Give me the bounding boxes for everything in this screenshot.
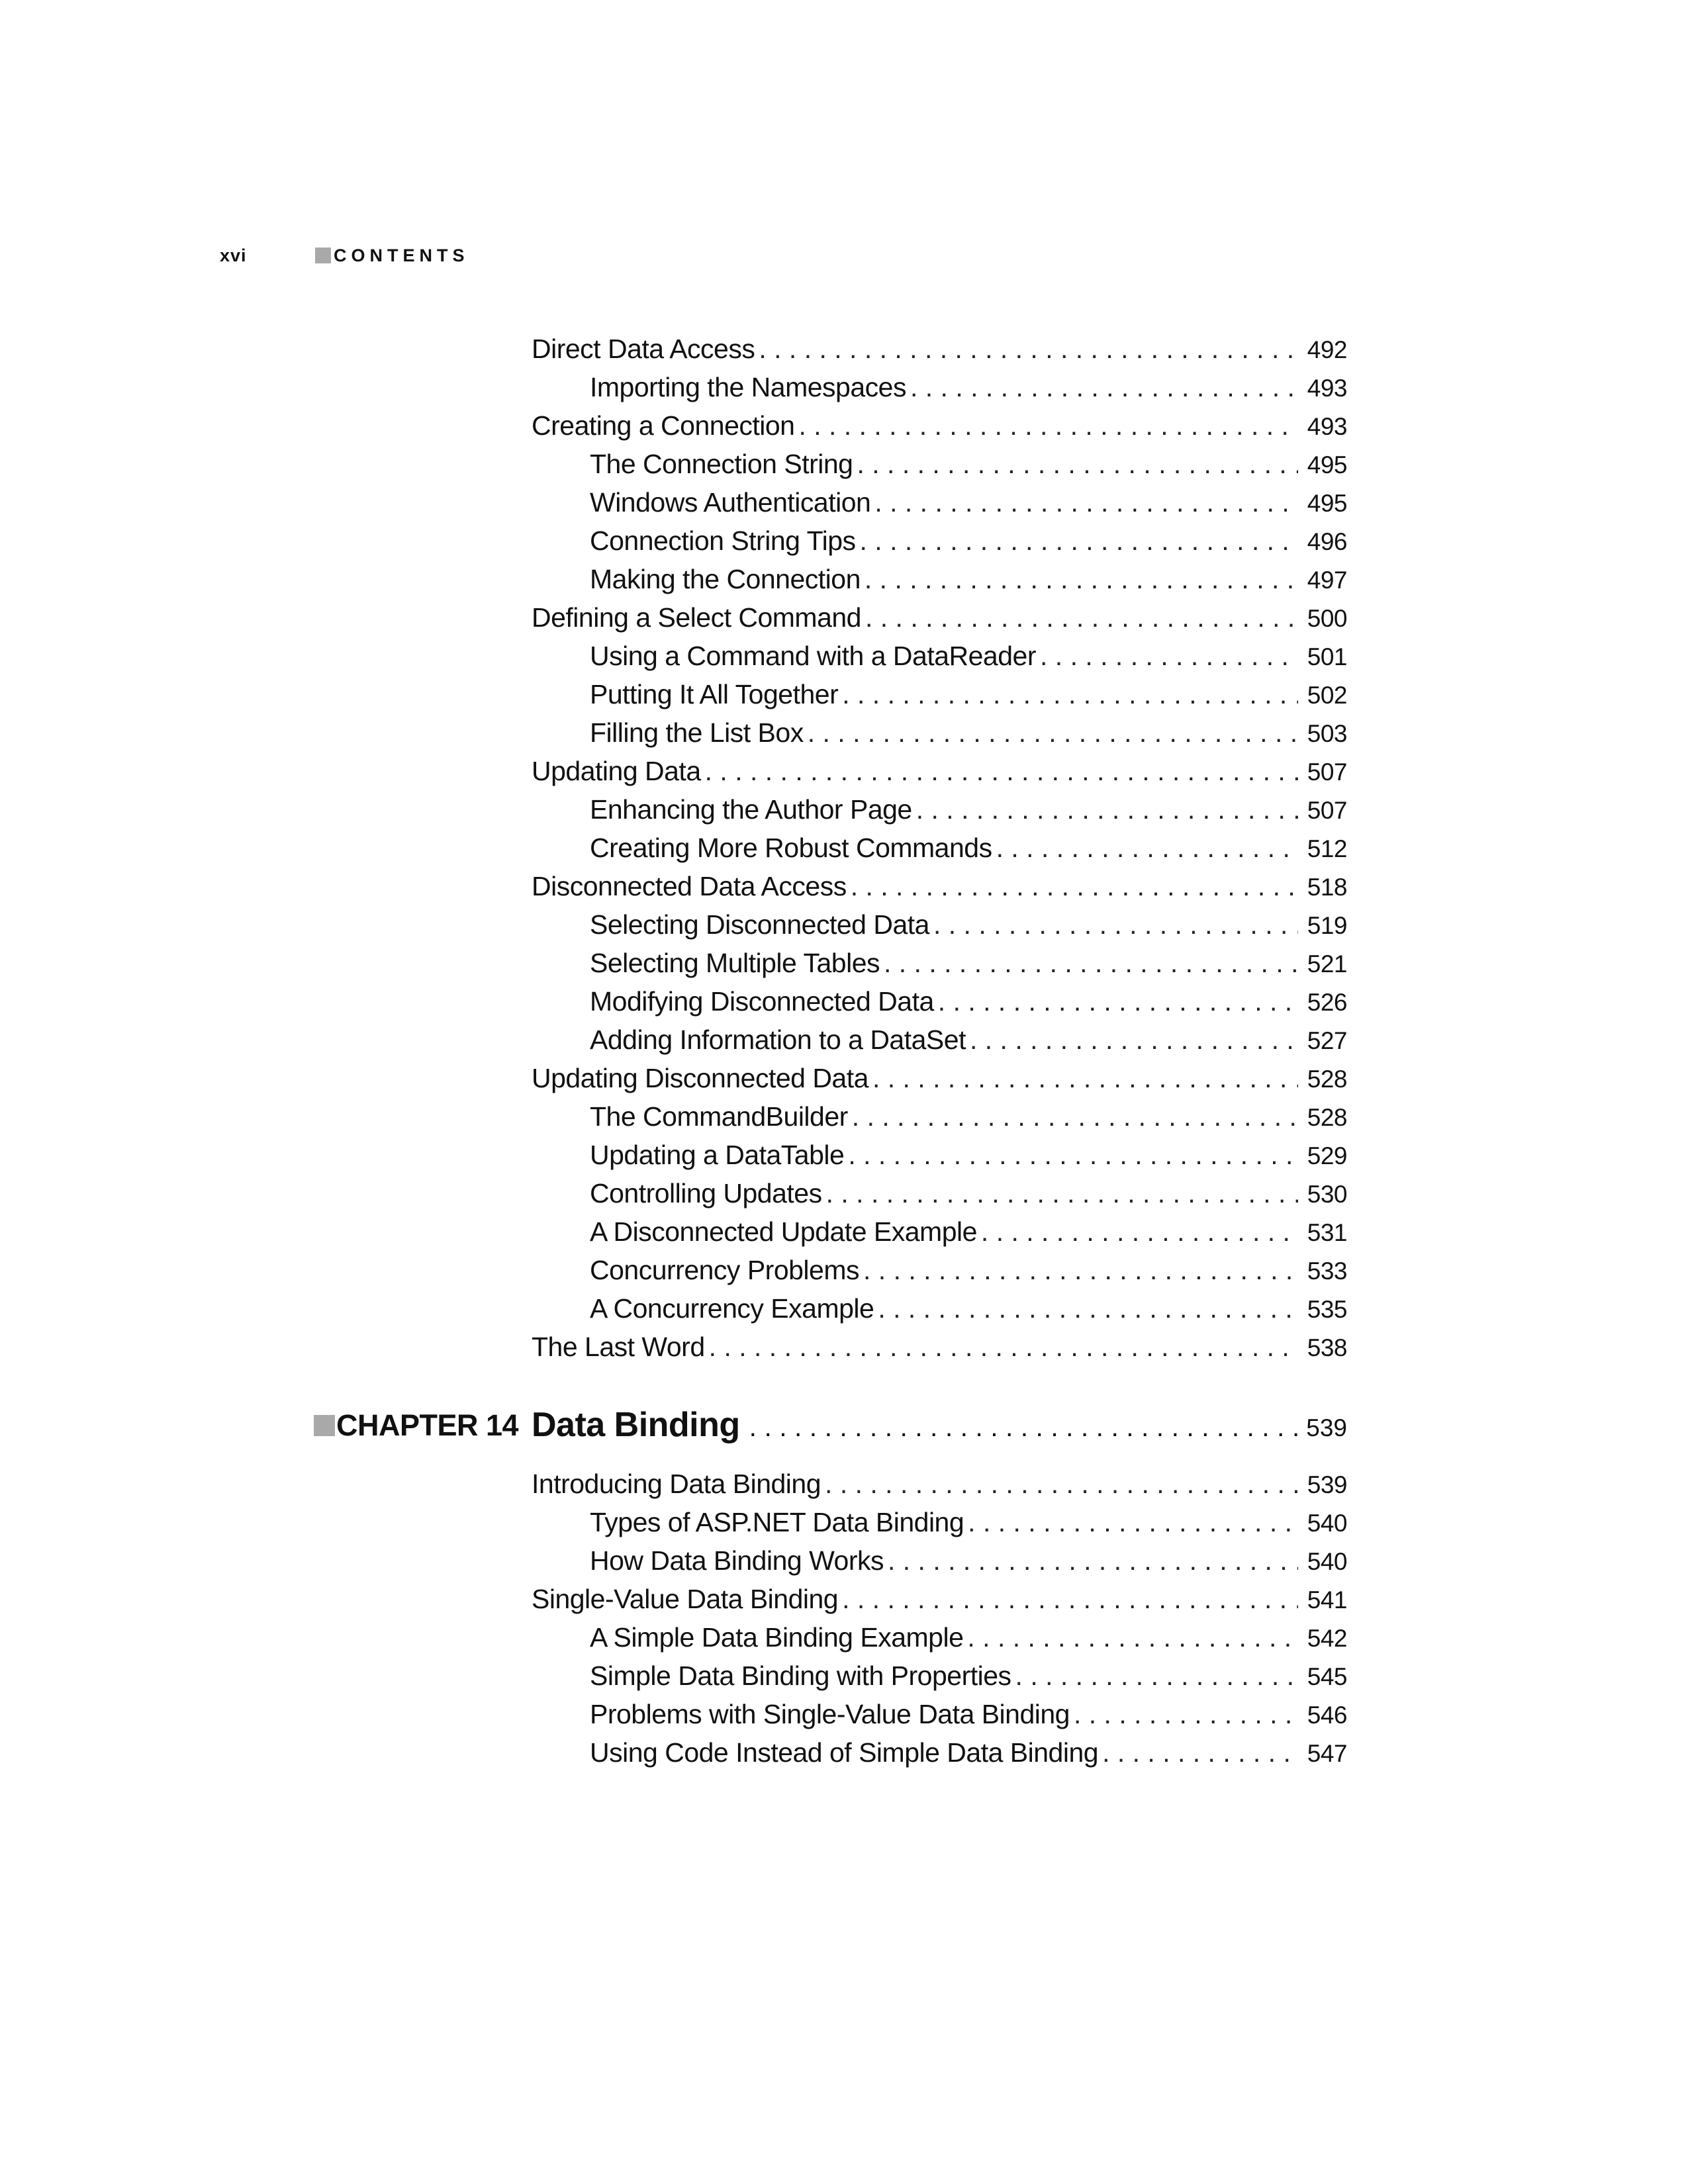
toc-list-chapter-14 (532, 1465, 1347, 1772)
toc-entry-title: A Simple Data Binding Example (590, 1622, 964, 1653)
toc-entry-page: 507 (1307, 797, 1347, 824)
toc-entry[interactable] (532, 1733, 1347, 1772)
dot-leader (798, 406, 1298, 445)
toc-entry-page: 533 (1307, 1257, 1347, 1285)
dot-leader (865, 598, 1298, 637)
toc-entry[interactable] (532, 368, 1347, 406)
toc-entry-page: 502 (1307, 682, 1347, 709)
toc-entry-page: 545 (1307, 1663, 1347, 1690)
toc-entry[interactable] (532, 1289, 1347, 1328)
toc-entry[interactable] (532, 1021, 1347, 1059)
toc-entry-page: 518 (1307, 874, 1347, 901)
toc-entry[interactable] (532, 1212, 1347, 1251)
toc-entry-title: Creating a Connection (532, 410, 795, 441)
dot-leader (842, 675, 1298, 713)
toc-entry-title: Modifying Disconnected Data (590, 986, 934, 1017)
dot-leader (967, 1618, 1298, 1657)
toc-entry-page: 540 (1307, 1510, 1347, 1537)
toc-entry-title: Connection String Tips (590, 525, 856, 556)
toc-entry[interactable] (532, 1251, 1347, 1289)
toc-entry[interactable] (532, 445, 1347, 483)
toc-entry[interactable] (532, 1174, 1347, 1212)
toc-entry-title: Single-Value Data Binding (532, 1584, 839, 1614)
toc-entry[interactable] (532, 522, 1347, 560)
toc-entry[interactable] (532, 1695, 1347, 1733)
toc-entry-title: Problems with Single-Value Data Binding (590, 1699, 1070, 1729)
running-header (220, 242, 683, 269)
toc-entry[interactable] (532, 1503, 1347, 1541)
toc-entry[interactable] (532, 483, 1347, 522)
toc-entry[interactable] (532, 1580, 1347, 1618)
dot-leader (910, 368, 1298, 406)
toc-entry[interactable] (532, 1657, 1347, 1695)
chapter-label-text: CHAPTER 14 (336, 1408, 519, 1442)
toc-entry-title: How Data Binding Works (590, 1545, 884, 1576)
toc-entry-page: 500 (1307, 605, 1347, 632)
dot-leader (865, 560, 1298, 598)
chapter-label (314, 1402, 532, 1449)
toc-entry-page: 521 (1307, 950, 1347, 978)
dot-leader (1102, 1733, 1298, 1772)
toc-entry[interactable] (532, 905, 1347, 944)
dot-leader (860, 522, 1298, 560)
dot-leader (851, 867, 1298, 905)
dot-leader (709, 1328, 1298, 1366)
toc-entry-title: Filling the List Box (590, 717, 804, 748)
toc-entry-page: 530 (1307, 1181, 1347, 1208)
toc-entry-page: 501 (1307, 643, 1347, 670)
dot-leader (888, 1541, 1298, 1580)
toc-entry-title: Putting It All Together (590, 679, 839, 709)
toc-entry-page: 495 (1307, 490, 1347, 517)
toc-entry[interactable] (532, 560, 1347, 598)
toc-entry[interactable] (532, 675, 1347, 713)
toc-entry-title: The CommandBuilder (590, 1101, 848, 1132)
toc-entry-page: 497 (1307, 567, 1347, 594)
square-bullet-icon (315, 248, 331, 263)
toc-entry[interactable] (532, 598, 1347, 637)
toc-entry-title: Using a Command with a DataReader (590, 641, 1036, 671)
toc-entry[interactable] (532, 752, 1347, 790)
toc-entry-page: 507 (1307, 758, 1347, 786)
toc-entry[interactable] (532, 1618, 1347, 1657)
toc-list-chapter-13 (532, 330, 1347, 1366)
toc-entry-page: 519 (1307, 912, 1347, 939)
toc-entry[interactable] (532, 330, 1347, 368)
chapter-title: Data Binding (532, 1406, 740, 1444)
toc-entry-title: Introducing Data Binding (532, 1469, 821, 1499)
toc-entry-page: 528 (1307, 1104, 1347, 1131)
toc-entry-title: The Connection String (590, 449, 853, 479)
toc-entry-page: 493 (1307, 413, 1347, 440)
toc-entry[interactable] (532, 944, 1347, 982)
dot-leader (933, 905, 1298, 944)
toc-entry-page: 512 (1307, 835, 1347, 862)
toc-entry-title: Types of ASP.NET Data Binding (590, 1507, 964, 1537)
toc-entry[interactable] (532, 1328, 1347, 1366)
toc-entry-title: Using Code Instead of Simple Data Binding (590, 1737, 1099, 1768)
toc-entry-title: Concurrency Problems (590, 1255, 859, 1285)
dot-leader (970, 1021, 1298, 1059)
toc-entry[interactable] (532, 790, 1347, 829)
toc-entry-title: Updating Data (532, 756, 701, 786)
toc-entry-page: 496 (1307, 528, 1347, 555)
dot-leader (878, 1289, 1298, 1328)
toc-entry-page: 527 (1307, 1027, 1347, 1054)
dot-leader (808, 713, 1298, 752)
dot-leader (1015, 1657, 1298, 1695)
toc-entry-title: Updating Disconnected Data (532, 1063, 868, 1093)
toc-entry-page: 528 (1307, 1066, 1347, 1093)
toc-entry-title: Creating More Robust Commands (590, 833, 992, 863)
dot-leader (848, 1136, 1298, 1174)
dot-leader (857, 445, 1298, 483)
toc-entry-page: 546 (1307, 1702, 1347, 1729)
toc-entry[interactable] (532, 1097, 1347, 1136)
dot-leader (884, 944, 1298, 982)
dot-leader (938, 982, 1298, 1021)
toc-entry[interactable] (532, 1136, 1347, 1174)
toc-entry[interactable] (532, 637, 1347, 675)
toc-entry[interactable] (532, 1541, 1347, 1580)
dot-leader (1074, 1695, 1298, 1733)
dot-leader (916, 790, 1298, 829)
dot-leader (863, 1251, 1298, 1289)
dot-leader (872, 1059, 1298, 1097)
toc-entry-page: 493 (1307, 375, 1347, 402)
toc-entry-page: 531 (1307, 1219, 1347, 1246)
dot-leader (968, 1503, 1298, 1541)
toc-entry[interactable] (532, 1465, 1347, 1503)
toc-entry-title: Updating a DataTable (590, 1140, 845, 1170)
dot-leader (749, 1412, 1298, 1443)
toc-entry-page: 542 (1307, 1625, 1347, 1652)
toc-entry-title: Controlling Updates (590, 1178, 822, 1208)
dot-leader (852, 1097, 1298, 1136)
toc-entry-title: Selecting Disconnected Data (590, 909, 929, 940)
chapter-page-number: 539 (1306, 1414, 1347, 1441)
dot-leader (874, 483, 1298, 522)
dot-leader (996, 829, 1298, 867)
dot-leader (842, 1580, 1298, 1618)
toc-entry-title: The Last Word (532, 1332, 705, 1362)
toc-entry-title: Adding Information to a DataSet (590, 1024, 966, 1055)
dot-leader (825, 1465, 1298, 1503)
toc-entry-title: Enhancing the Author Page (590, 794, 912, 825)
toc-entry-title: Making the Connection (590, 564, 861, 594)
toc-entry-page: 526 (1307, 989, 1347, 1016)
dot-leader (1040, 637, 1298, 675)
toc-entry-page: 547 (1307, 1740, 1347, 1767)
toc-entry-title: A Concurrency Example (590, 1293, 874, 1324)
toc-entry-title: Selecting Multiple Tables (590, 948, 880, 978)
dot-leader (826, 1174, 1298, 1212)
toc-entry-title: Defining a Select Command (532, 602, 861, 633)
dot-leader (759, 330, 1298, 368)
toc-entry-page: 495 (1307, 451, 1347, 478)
section-label-text: CONTENTS (334, 246, 469, 265)
toc-entry-title: Importing the Namespaces (590, 372, 906, 402)
toc-entry-page: 492 (1307, 336, 1347, 363)
chapter-heading-row[interactable] (314, 1402, 1347, 1448)
toc-entry-title: A Disconnected Update Example (590, 1216, 977, 1247)
toc-entry-page: 529 (1307, 1142, 1347, 1169)
toc-entry-page: 539 (1307, 1471, 1347, 1498)
toc-entry-title: Disconnected Data Access (532, 871, 847, 901)
toc-entry[interactable] (532, 406, 1347, 445)
square-bullet-icon (314, 1415, 335, 1436)
toc-entry-title: Windows Authentication (590, 487, 871, 518)
toc-entry[interactable] (532, 1059, 1347, 1097)
toc-entry-title: Direct Data Access (532, 334, 755, 364)
toc-entry-page: 503 (1307, 720, 1347, 747)
toc-entry[interactable] (532, 982, 1347, 1021)
toc-entry-title: Simple Data Binding with Properties (590, 1661, 1011, 1691)
toc-entry-page: 535 (1307, 1296, 1347, 1323)
toc-entry[interactable] (532, 829, 1347, 867)
toc-entry[interactable] (532, 867, 1347, 905)
dot-leader (705, 752, 1298, 790)
toc-entry[interactable] (532, 713, 1347, 752)
page-number: xvi (220, 246, 247, 265)
toc-entry-page: 538 (1307, 1334, 1347, 1361)
toc-entry-page: 540 (1307, 1548, 1347, 1575)
toc-entry-page: 541 (1307, 1586, 1347, 1614)
dot-leader (981, 1212, 1298, 1251)
section-label (315, 242, 469, 269)
